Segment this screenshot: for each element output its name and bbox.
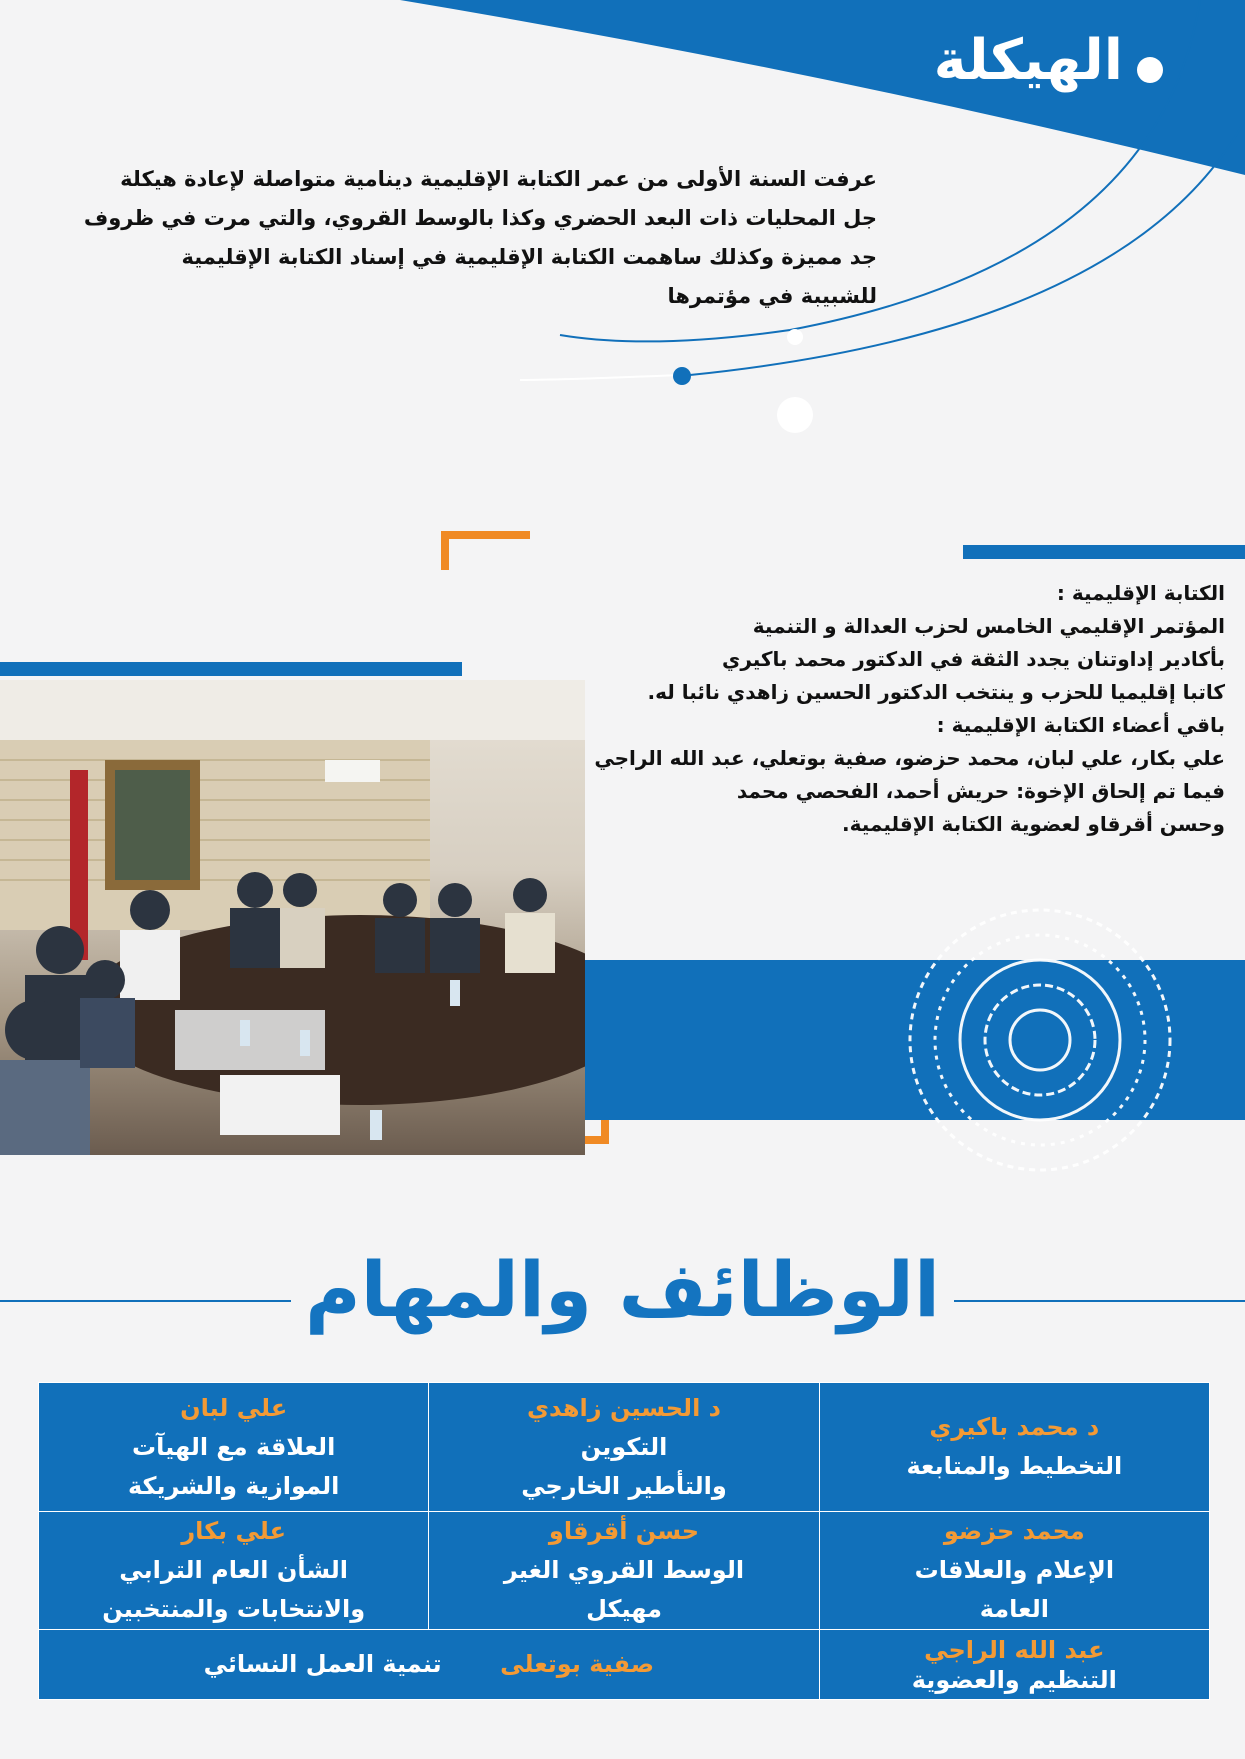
table-row [39,1383,1210,1512]
intro-line: جد مميزة وكذلك ساهمت الكتابة الإقليمية في إسناد الكتابة الإقليمية [181,245,877,269]
blue-bar-photo-top [0,662,462,676]
page-title: الهيكلة [933,28,1123,93]
secretariat-line: فيما تم إلحاق الإخوة: حريش أحمد، الفحصي محمد [736,779,1225,803]
intro-line: عرفت السنة الأولى من عمر الكتابة الإقليمية دينامية متواصلة لإعادة هيكلة [120,167,877,191]
secretariat-line: وحسن أقرقاو لعضوية الكتابة الإقليمية. [842,812,1225,836]
role-cell [429,1512,819,1630]
member-task: الشأن العام الترابي [119,1556,349,1584]
section-heading-text: الوظائف والمهام [291,1245,954,1334]
role-cell [39,1512,429,1630]
curve-dot-white-large [777,397,813,433]
curve-line-3 [520,375,680,380]
member-task: العامة [979,1595,1049,1623]
role-cell [819,1630,1209,1700]
role-cell-wide [39,1630,820,1700]
role-cell [429,1383,819,1512]
orange-bracket-top [445,535,530,570]
member-name: صفية بوتعلى [500,1650,655,1678]
member-task: التنظيم والعضوية [911,1665,1117,1694]
member-task: الموازية والشريكة [127,1471,340,1500]
member-task: التكوين [580,1432,668,1461]
member-name: علي بكار [181,1517,286,1545]
table-row [39,1630,1210,1700]
section-heading [0,1245,1245,1334]
member-name: محمد حزضو [943,1517,1085,1545]
member-name: د محمد باكيري [929,1413,1100,1441]
secretariat-line: علي بكار، علي لبان، محمد حزضو، صفية بوتعلي، عبد الله الراجي [594,746,1225,770]
secretariat-line: الكتابة الإقليمية : [1056,581,1225,605]
intro-line: للشبيبة في مؤتمرها [667,284,877,308]
member-task: تنمية العمل النسائي [203,1650,442,1678]
roles-table [38,1382,1210,1700]
secretariat-line: بأكادير إداوتنان يجدد الثقة في الدكتور محمد باكيري [721,647,1225,671]
curve-dot-white-small [787,329,803,345]
title-bullet [1137,57,1163,83]
member-task: والانتخابات والمنتخبين [102,1595,366,1623]
member-task: الوسط القروي الغير [503,1556,745,1584]
secretariat-line: كاتبا إقليميا للحزب و ينتخب الدكتور الحسين زاهدي نائبا له. [647,680,1225,704]
member-task: الإعلام والعلاقات [914,1556,1115,1584]
member-name: علي لبان [180,1393,288,1422]
table-row [39,1512,1210,1630]
secretariat-text [465,577,1225,841]
role-cell [39,1383,429,1512]
member-task: والتأطير الخارجي [521,1471,727,1500]
intro-paragraph [37,160,877,316]
secretariat-line: المؤتمر الإقليمي الخامس لحزب العدالة و التنمية [752,614,1225,638]
member-name: د الحسين زاهدي [527,1393,721,1422]
member-name: حسن أقرقاو [548,1517,700,1545]
member-name: عبد الله الراجي [924,1635,1105,1664]
curve-dot-blue [673,367,691,385]
intro-line: جل المحليات ذات البعد الحضري وكذا بالوسط القروي، والتي مرت في ظروف [83,206,877,230]
member-task: مهيكل [586,1595,662,1623]
role-cell [819,1512,1209,1630]
member-task: العلاقة مع الهيآت [132,1432,336,1461]
member-task: التخطيط والمتابعة [906,1452,1123,1480]
secretariat-line: باقي أعضاء الكتابة الإقليمية : [936,713,1225,737]
role-cell [819,1383,1209,1512]
blue-bar-right [963,545,1245,559]
